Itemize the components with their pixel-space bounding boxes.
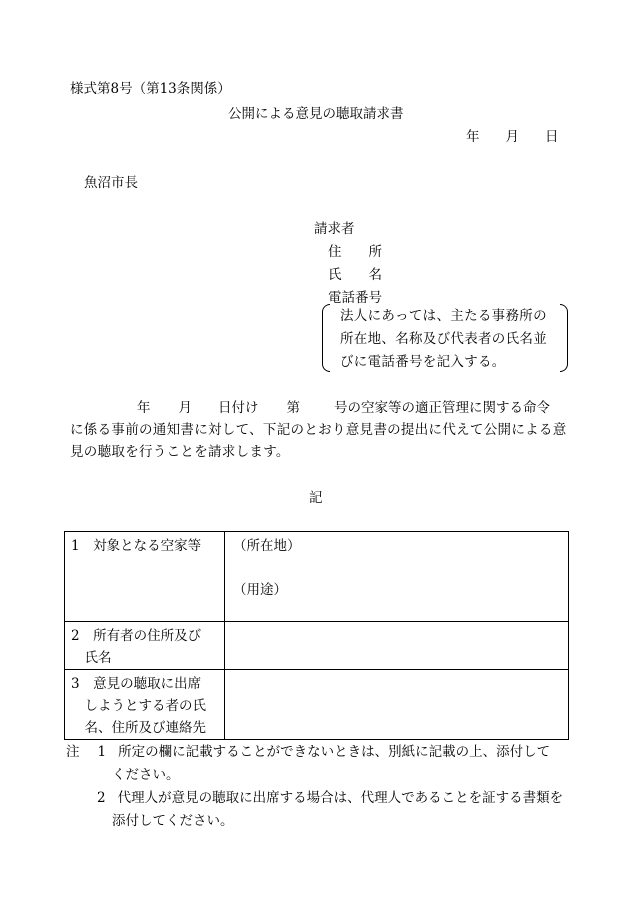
corporation-note-line-3: びに電話番号を記入する。 <box>340 354 506 370</box>
attendee-label-line-1: 3 意見の聴取に出席 <box>71 676 202 692</box>
body-day-dated: 日付け <box>218 400 259 416</box>
body-number-prefix: 第 <box>286 400 300 416</box>
requester-address-label: 住 所 <box>328 244 382 260</box>
body-line-3: 見の聴取を行うことを請求します。 <box>70 444 290 460</box>
note-1-line-2 <box>66 764 566 787</box>
form-number: 様式第8号（第13条関係） <box>70 81 231 97</box>
note-marker: 注 <box>66 744 80 760</box>
date-line <box>466 131 559 145</box>
note-1-text-line-1: 所定の欄に記載することができないときは、別紙に記載の上、添付して <box>118 744 551 760</box>
left-parenthesis <box>322 304 330 372</box>
requester-phone-label: 電話番号 <box>328 290 382 306</box>
right-parenthesis <box>560 304 568 372</box>
note-1-line-1 <box>66 741 566 764</box>
row-label-attendee <box>65 670 225 740</box>
note-1-number: 1 <box>97 744 107 760</box>
document-title: 公開による意見の聴取請求書 <box>228 106 404 122</box>
body-line-1 <box>137 402 550 416</box>
table-row <box>65 670 569 740</box>
attendee-label-line-3: 名、住所及び連絡先 <box>71 720 206 736</box>
body-line-2: に係る事前の通知書に対して、下記のとおり意見書の提出に代えて公開による意 <box>70 422 567 438</box>
row-label-owner <box>65 622 225 670</box>
location-label: （所在地） <box>233 538 301 554</box>
owner-label-line-2: 氏名 <box>71 650 112 666</box>
table-row <box>65 532 569 622</box>
requester-heading: 請求者 <box>314 221 355 237</box>
table-row <box>65 622 569 670</box>
date-year: 年 <box>466 129 480 145</box>
note-2-text-line-2: 添付してください。 <box>112 813 234 829</box>
ki-heading: 記 <box>309 490 323 506</box>
attendee-label-line-2: しようとする者の氏 <box>71 698 206 714</box>
row-label-target-property: 1 対象となる空家等 <box>65 532 225 622</box>
corporation-note-line-2: 所在地、名称及び代表者の氏名並 <box>340 331 547 347</box>
request-details-table <box>64 531 569 740</box>
row-value-target-property <box>225 532 569 622</box>
requester-name-label: 氏 名 <box>328 267 382 283</box>
note-2-number: 2 <box>97 790 106 806</box>
note-2-text-line-1: 代理人が意見の聴取に出席する場合は、代理人であることを証する書類を <box>117 790 564 806</box>
body-number-suffix: 号の空家等の適正管理に関する命令 <box>334 400 550 416</box>
row-value-owner[interactable] <box>225 622 569 670</box>
corporation-note-bracket <box>322 304 568 372</box>
usage-label: （用途） <box>233 582 287 598</box>
corporation-note-line-1: 法人にあっては、主たる事務所の <box>340 308 547 324</box>
date-month: 月 <box>505 129 519 145</box>
body-year: 年 <box>137 400 151 416</box>
note-1-text-line-2: ください。 <box>112 767 180 783</box>
notes-section <box>66 741 566 833</box>
addressee: 魚沼市長 <box>84 175 138 191</box>
body-month: 月 <box>178 400 192 416</box>
date-day: 日 <box>545 129 559 145</box>
row-value-attendee[interactable] <box>225 670 569 740</box>
note-2-line-2 <box>66 810 566 833</box>
owner-label-line-1: 2 所有者の住所及び <box>71 628 202 644</box>
note-2-line-1 <box>66 787 566 810</box>
